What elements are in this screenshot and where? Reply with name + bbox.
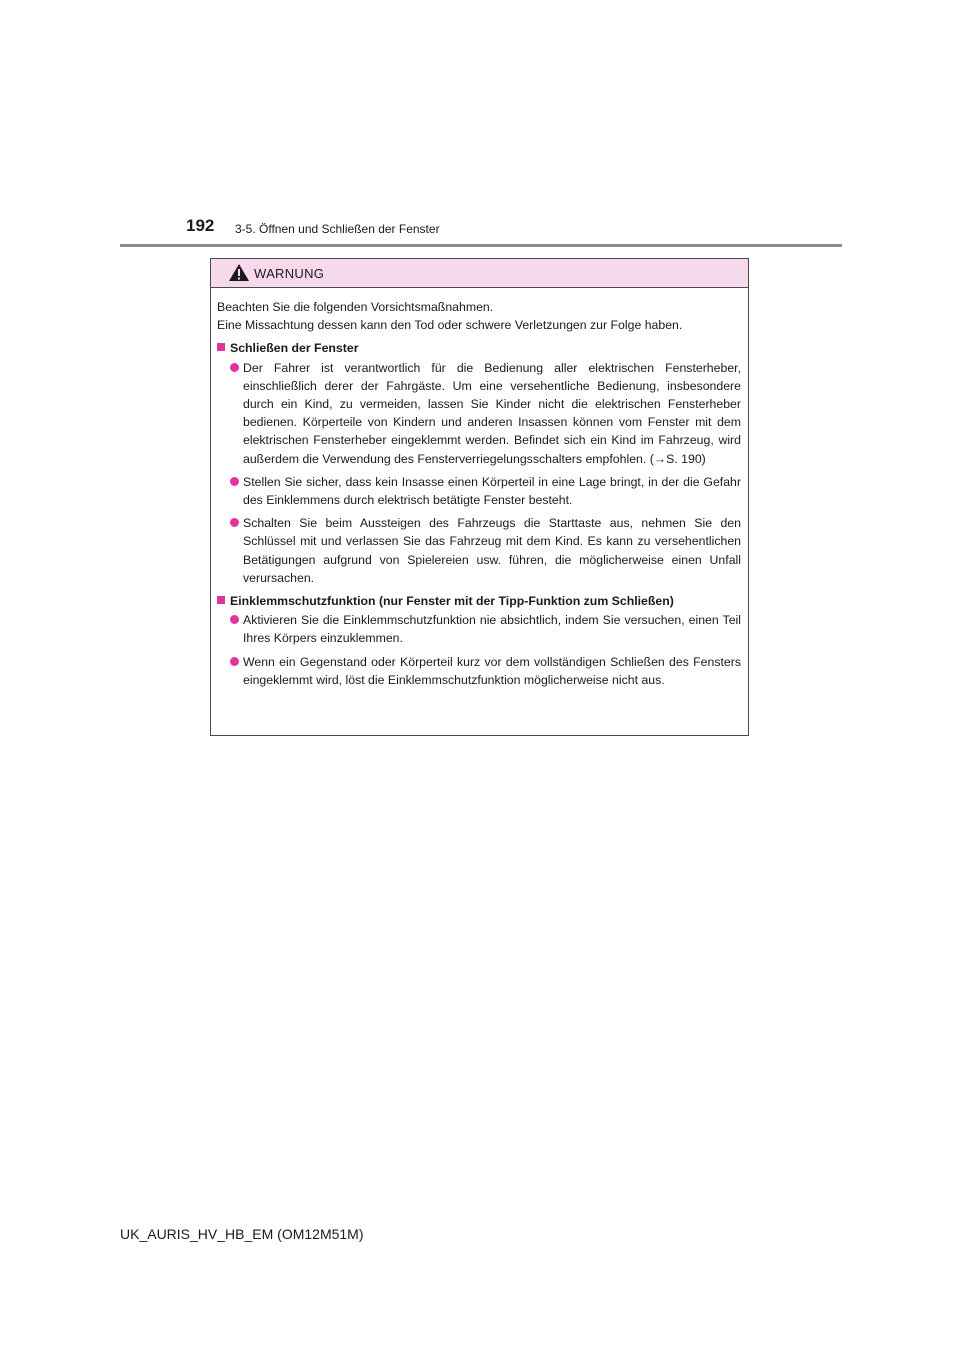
- section-items: [217, 611, 741, 689]
- warning-header: [211, 259, 748, 288]
- list-item-text: Der Fahrer ist verantwortlich für die Bedienung aller elektrischen Fensterheber, einschließlich derer der Fahrgäste. Um eine versehentliche Bedienung, insbesondere durch ein Kind, zu vermeiden, lassen Sie Kinder nicht die elektrischen Fensterheber bedienen. Körperteile von Kindern und anderen Insassen können vom Fenster mit dem elektrischen Fensterheber eingeklemmt werden. Befindet sich ein Kind im Fahrzeug, wird außerdem die Verwendung des Fensterverriegelungsschalters empfohlen. (→S. 190): [243, 360, 741, 466]
- warning-box: [210, 258, 749, 736]
- list-item-text: Aktivieren Sie die Einklemmschutzfunktion nie absichtlich, indem Sie versuchen, einen Teil Ihres Körpers einzuklemmen.: [243, 613, 741, 646]
- section-heading: [217, 339, 741, 357]
- section-title: 3-5. Öffnen und Schließen der Fenster: [235, 222, 440, 236]
- list-item: [217, 359, 741, 468]
- list-item: [217, 611, 741, 647]
- section-heading-text: Schließen der Fenster: [230, 341, 359, 356]
- square-bullet-icon: [217, 596, 225, 604]
- section-heading-text: Einklemmschutzfunktion (nur Fenster mit der Tipp-Funktion zum Schließen): [230, 594, 674, 609]
- section-heading: [217, 592, 741, 610]
- round-bullet-icon: [230, 477, 239, 486]
- round-bullet-icon: [230, 657, 239, 666]
- round-bullet-icon: [230, 518, 239, 527]
- warning-intro: [217, 298, 741, 334]
- intro-line: Eine Missachtung dessen kann den Tod oder schwere Verletzungen zur Folge haben.: [217, 318, 683, 333]
- list-item-text: Stellen Sie sicher, dass kein Insasse einen Körperteil in eine Lage bringt, in der die Gefahr des Einklemmens durch elektrisch betätigte Fenster besteht.: [243, 474, 741, 508]
- intro-line: Beachten Sie die folgenden Vorsichtsmaßnahmen.: [217, 300, 494, 314]
- square-bullet-icon: [217, 343, 225, 351]
- list-item: [217, 653, 741, 689]
- section-items: [217, 359, 741, 587]
- list-item-text: Wenn ein Gegenstand oder Körperteil kurz vor dem vollständigen Schließen des Fensters eingeklemmt wird, löst die Einklemmschutzfunktion möglicherweise nicht aus.: [243, 654, 741, 687]
- list-item: [217, 473, 741, 509]
- round-bullet-icon: [230, 615, 239, 624]
- warning-body: [211, 288, 748, 689]
- list-item: [217, 514, 741, 587]
- document-code: UK_AURIS_HV_HB_EM (OM12M51M): [120, 1226, 364, 1242]
- warning-triangle-icon: [228, 263, 250, 282]
- list-item-text: Schalten Sie beim Aussteigen des Fahrzeugs die Starttaste aus, nehmen Sie den Schlüssel mit und verlassen Sie das Fahrzeug mit dem Kind. Es kann zu versehentlichen Betätigungen aufgrund von Spielereien usw. führen, die möglicherweise einen Unfall verursachen.: [243, 516, 741, 585]
- header-rule: [120, 244, 842, 247]
- page-number: 192: [186, 216, 215, 235]
- warning-title: WARNUNG: [254, 266, 325, 281]
- round-bullet-icon: [230, 363, 239, 372]
